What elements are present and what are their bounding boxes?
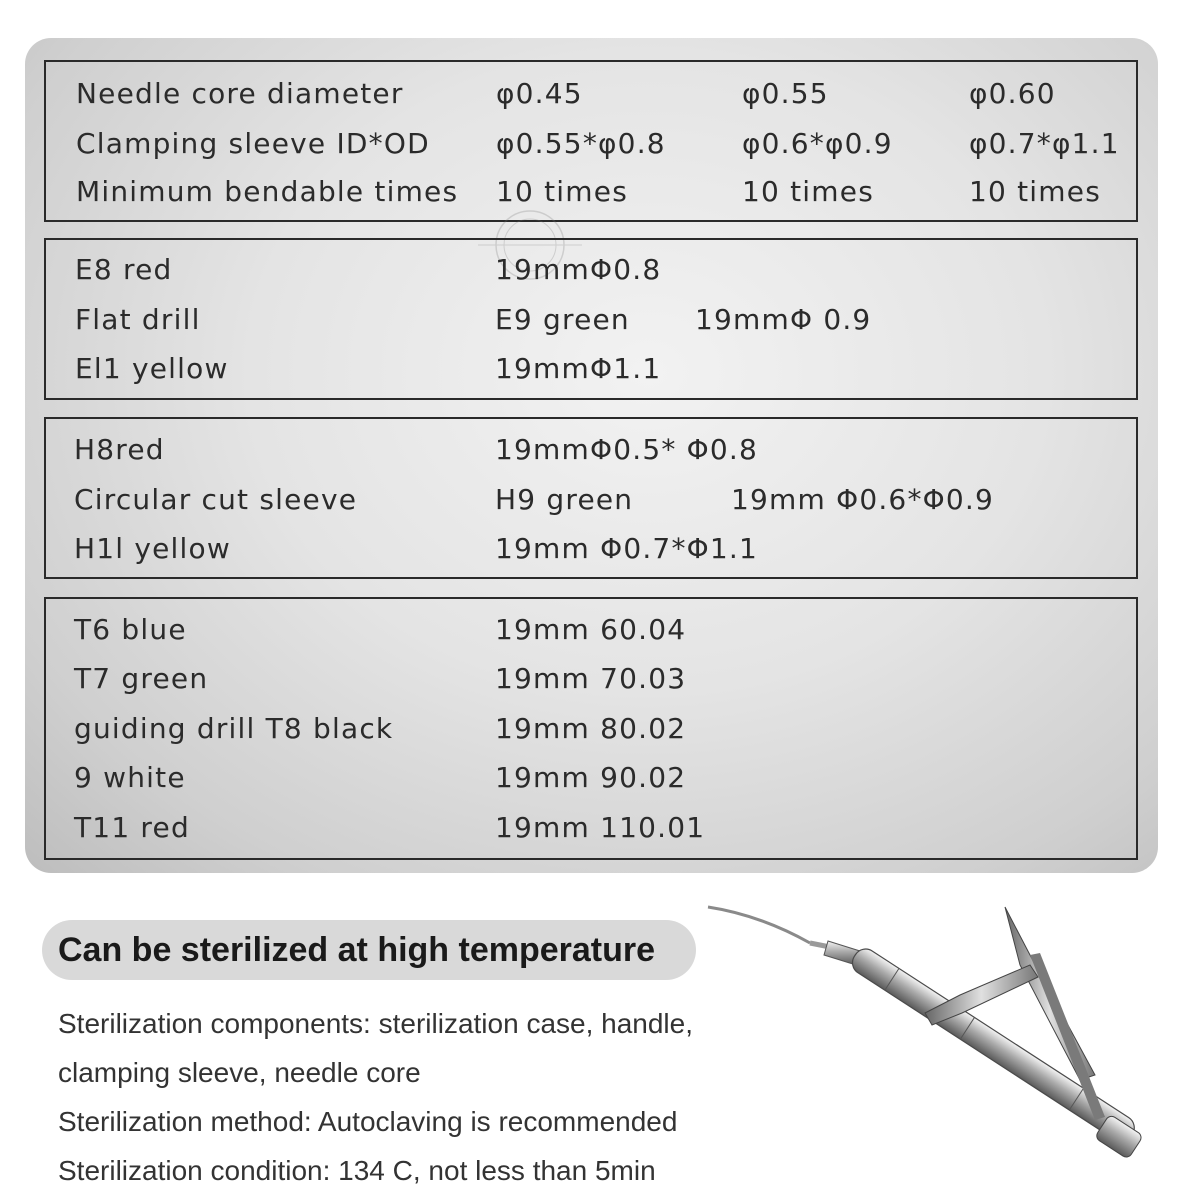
table-row <box>46 808 1136 848</box>
row-label: Circular cut sleeve <box>74 483 358 516</box>
table-row <box>46 124 1136 164</box>
table-cell: 10 times <box>969 175 1101 208</box>
row-label: T11 red <box>74 811 190 844</box>
surgical-instrument-icon <box>700 895 1180 1185</box>
table-row <box>46 172 1136 212</box>
sterilization-line: Sterilization condition: 134 C, not less than 5min <box>58 1155 656 1186</box>
table-row <box>46 480 1136 520</box>
table-row <box>46 300 1136 340</box>
table-cell: φ0.60 <box>969 77 1056 110</box>
table-cell: 19mmΦ0.8 <box>495 253 662 286</box>
sterilization-line: Sterilization components: sterilization case, handle, <box>58 1008 694 1039</box>
row-label: T7 green <box>74 662 209 695</box>
table-cell: H9 green <box>495 483 634 516</box>
table-cell: 10 times <box>742 175 874 208</box>
table-cell: 10 times <box>496 175 628 208</box>
table-row <box>46 529 1136 569</box>
table-cell: 19mm Φ0.7*Φ1.1 <box>495 532 759 565</box>
sterilization-line: Sterilization method: Autoclaving is recommended <box>58 1106 678 1137</box>
table-row <box>46 74 1136 114</box>
spec-table-flat-drill <box>44 238 1138 400</box>
table-cell: 19mm 60.04 <box>495 613 687 646</box>
table-cell: 19mm 90.02 <box>495 761 687 794</box>
table-row <box>46 430 1136 470</box>
table-row <box>46 349 1136 389</box>
table-cell: 19mmΦ0.5* Φ0.8 <box>495 433 759 466</box>
table-row <box>46 610 1136 650</box>
spec-table-needle <box>44 60 1138 222</box>
spec-table-circular-cut-sleeve <box>44 417 1138 579</box>
table-cell: φ0.55*φ0.8 <box>496 127 666 160</box>
row-label: H8red <box>74 433 165 466</box>
table-cell: 19mmΦ1.1 <box>495 352 662 385</box>
row-label: Needle core diameter <box>76 77 404 110</box>
table-cell: φ0.55 <box>742 77 829 110</box>
sterilization-heading-badge <box>42 920 696 980</box>
table-row <box>46 709 1136 749</box>
row-label: El1 yellow <box>75 352 229 385</box>
table-cell: φ0.45 <box>496 77 583 110</box>
table-cell: E9 green <box>495 303 630 336</box>
row-label: T6 blue <box>74 613 187 646</box>
table-cell: φ0.6*φ0.9 <box>742 127 893 160</box>
row-label: guiding drill T8 black <box>74 712 394 745</box>
table-cell: 19mm 70.03 <box>495 662 687 695</box>
table-cell: φ0.7*φ1.1 <box>969 127 1120 160</box>
table-cell: 19mm Φ0.6*Φ0.9 <box>731 483 995 516</box>
row-label: Minimum bendable times <box>76 175 459 208</box>
table-cell: 19mm 80.02 <box>495 712 687 745</box>
table-row <box>46 250 1136 290</box>
row-label: 9 white <box>74 761 186 794</box>
row-label: Flat drill <box>75 303 201 336</box>
sterilization-heading: Can be sterilized at high temperature <box>58 931 656 969</box>
sterilization-line: clamping sleeve, needle core <box>58 1057 421 1088</box>
row-label: H1l yellow <box>74 532 231 565</box>
table-cell: 19mm 110.01 <box>495 811 706 844</box>
spec-table-guiding-drill <box>44 597 1138 860</box>
table-row <box>46 659 1136 699</box>
table-row <box>46 758 1136 798</box>
table-cell: 19mmΦ 0.9 <box>695 303 872 336</box>
row-label: E8 red <box>75 253 173 286</box>
row-label: Clamping sleeve ID*OD <box>76 127 430 160</box>
